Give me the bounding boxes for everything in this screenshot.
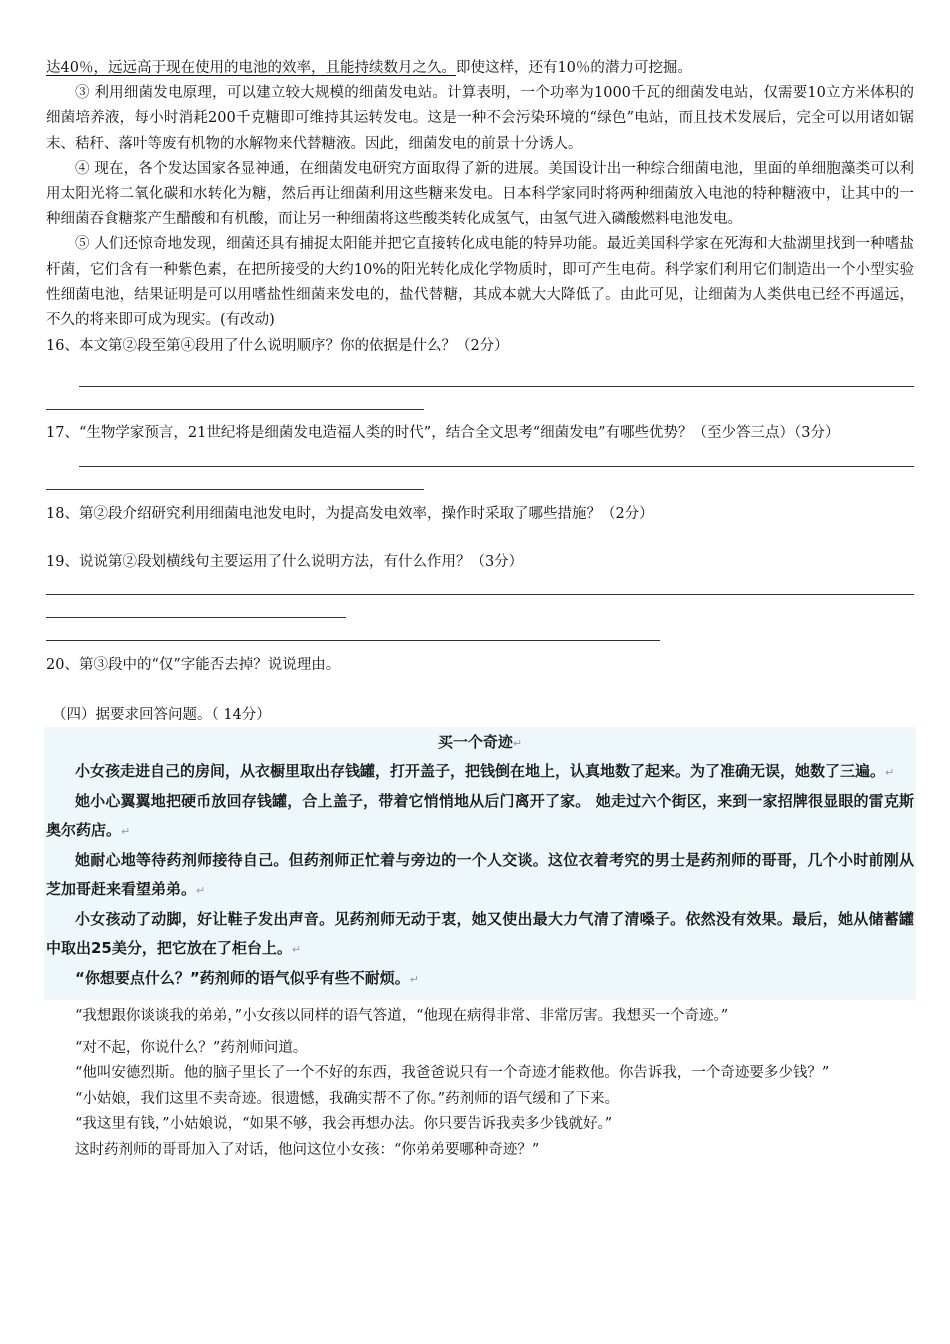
passage-line-1 bbox=[46, 56, 914, 81]
answer-line-16b[interactable] bbox=[46, 409, 424, 410]
question-19: 19、说说第②段划横线句主要运用了什么说明方法，有什么作用？（3分） bbox=[46, 554, 524, 571]
dialog-line: “对不起，你说什么？”药剂师问道。 bbox=[75, 1039, 308, 1056]
dialog-line: “我想跟你谈谈我的弟弟，”小女孩以同样的语气答道，“他现在病得非常、非常厉害。我想买一个奇迹。” bbox=[75, 1008, 729, 1025]
answer-line-19b[interactable] bbox=[46, 617, 346, 618]
passage-paragraph-4: ④ 现在，各个发达国家各显神通，在细菌发电研究方面取得了新的进展。美国设计出一种综合细菌电池，里面的单细胞藻类可以利用太阳光将二氧化碳和水转化为糖，然后再让细菌利用这些糖来发电。日本科学家同时将两种细菌放入电池的特种糖液中，让其中的一种细菌吞食糖浆产生醋酸和有机酸，而让另一种细菌将这些酸类转化成氢气，由氢气进入磷酸燃料电池发电。 bbox=[46, 160, 914, 228]
answer-line-17b[interactable] bbox=[46, 489, 424, 490]
passage-paragraph-5: ⑤ 人们还惊奇地发现，细菌还具有捕捉太阳能并把它直接转化成电能的特异功能。最近美国科学家在死海和大盐湖里找到一种嗜盐杆菌，它们含有一种紫色素，在把所接受的大约10%的阳光转化成化学物质时，即可产生电荷。科学家们利用它们制造出一个小型实验性细菌电池，结果证明是可以用嗜盐性细菌来发电的，盐代替糖，其成本就大大降低了。由此可见，让细菌为人类供电已经不再遥远，不久的将来即可成为现实。(有改动) bbox=[46, 236, 914, 329]
section-4-heading: （四）据要求回答问题。（ 14分） bbox=[52, 707, 271, 724]
answer-line-17a[interactable] bbox=[79, 466, 914, 467]
exam-page bbox=[46, 56, 914, 1163]
dialog-line: “我这里有钱，”小姑娘说，“如果不够，我会再想办法。你只要告诉我卖多少钱就好。” bbox=[75, 1116, 613, 1133]
passage-paragraph-3: ③ 利用细菌发电原理，可以建立较大规模的细菌发电站。计算表明，一个功率为1000千瓦的细菌发电站，仅需要10立方米体积的细菌培养液，每小时消耗200千克糖即可维持其运转发电。这是一种不会污染环境的“绿色”电站，而且技术发展后，完全可以用诸如锯末、秸秆、落叶等废有机物的水解物来代替糖液。因此，细菌发电的前景十分诱人。 bbox=[46, 85, 914, 152]
question-17: 17、“生物学家预言，21世纪将是细菌发电造福人类的时代”，结合全文思考“细菌发电”有哪些优势？（至少答三点）（3分） bbox=[46, 425, 840, 442]
story-paragraph: “你想要点什么？”药剂师的语气似乎有些不耐烦。↵ bbox=[75, 969, 419, 988]
passage-line-1-rest: 即使这样，还有10％的潜力可挖掘。 bbox=[455, 60, 692, 76]
answer-line-19a[interactable] bbox=[46, 594, 914, 595]
story-excerpt-box bbox=[44, 727, 916, 1000]
dialog-line: “他叫安德烈斯。他的脑子里长了一个不好的东西，我爸爸说只有一个奇迹才能救他。你告诉我，一个奇迹要多少钱？” bbox=[75, 1065, 830, 1082]
story-paragraph: 她耐心地等待药剂师接待自己。但药剂师正忙着与旁边的一个人交谈。这位衣着考究的男士是药剂师的哥哥，几个小时前刚从芝加哥赶来看望弟弟。↵ bbox=[46, 851, 914, 899]
question-16: 16、本文第②段至第④段用了什么说明顺序？你的依据是什么？（2分） bbox=[46, 338, 509, 355]
answer-line-16a[interactable] bbox=[79, 386, 914, 387]
story-paragraph: 她小心翼翼地把硬币放回存钱罐，合上盖子，带着它悄悄地从后门离开了家。 她走过六个街区，来到一家招牌很显眼的雷克斯奥尔药店。↵ bbox=[46, 792, 914, 840]
story-dialog bbox=[46, 1004, 914, 1163]
answer-line-19c[interactable] bbox=[46, 640, 660, 641]
story-paragraph: 小女孩走进自己的房间，从衣橱里取出存钱罐，打开盖子，把钱倒在地上，认真地数了起来。为了准确无误，她数了三遍。↵ bbox=[75, 762, 895, 781]
story-title: 买一个奇迹↵ bbox=[437, 733, 523, 752]
dialog-line: “小姑娘，我们这里不卖奇迹。很遗憾，我确实帮不了你。”药剂师的语气缓和了下来。 bbox=[75, 1090, 620, 1107]
underlined-sentence: 达40％，远远高于现在使用的电池的效率，且能持续数月之久。 bbox=[46, 60, 456, 76]
question-20: 20、第③段中的“仅”字能否去掉？说说理由。 bbox=[46, 657, 341, 674]
question-18: 18、第②段介绍研究利用细菌电池发电时，为提高发电效率，操作时采取了哪些措施？（2分） bbox=[46, 506, 654, 523]
story-paragraph: 小女孩动了动脚，好让鞋子发出声音。见药剂师无动于衷，她又使出最大力气清了清嗓子。依然没有效果。最后，她从储蓄罐中取出25美分，把它放在了柜台上。↵ bbox=[46, 910, 914, 958]
dialog-line: 这时药剂师的哥哥加入了对话，他问这位小女孩：“你弟弟要哪种奇迹？” bbox=[75, 1141, 540, 1158]
